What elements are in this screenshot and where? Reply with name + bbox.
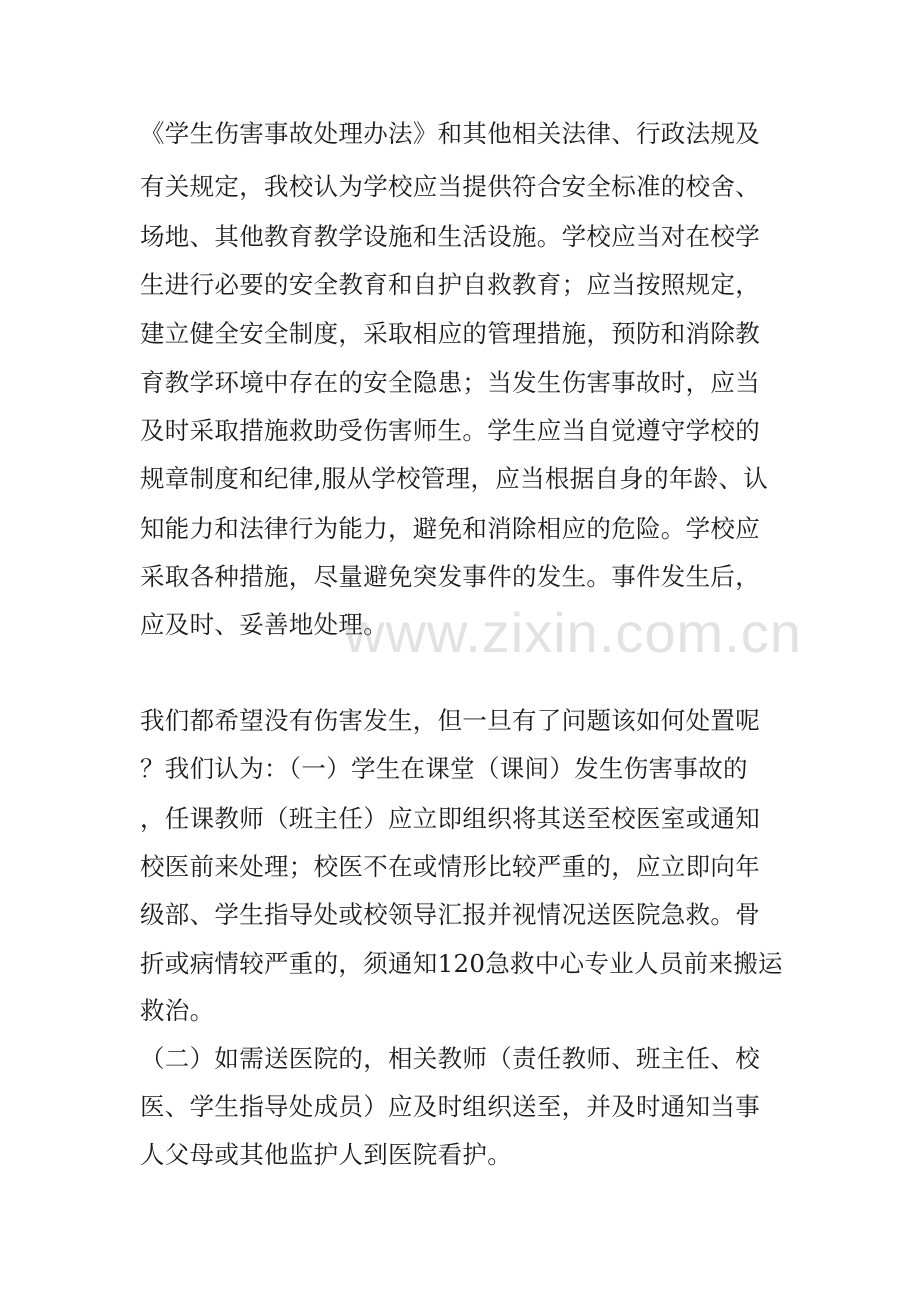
text-line: 人父母或其他监护人到医院看护。	[140, 1140, 512, 1169]
text-line: 折或病情较严重的，须通知120急救中心专业人员前来搬运	[140, 949, 783, 978]
text-line: 及时采取措施救助受伤害师生。学生应当自觉遵守学校的	[140, 416, 760, 445]
text-line: 育教学环境中存在的安全隐患；当发生伤害事故时，应当	[140, 368, 760, 397]
watermark: www.zixin.com.cn	[344, 601, 802, 664]
text-line: ，任课教师（班主任）应立即组织将其送至校医室或通知	[140, 804, 760, 833]
text-line: 采取各种措施，尽量避免突发事件的发生。事件发生后，	[140, 562, 760, 591]
text-line: 医、学生指导处成员）应及时组织送至，并及时通知当事	[140, 1092, 760, 1121]
text-line: 级部、学生指导处或校领导汇报并视情况送医院急救。骨	[140, 900, 760, 929]
text-line: 我们都希望没有伤害发生，但一旦有了问题该如何处置呢	[140, 706, 760, 735]
text-line: 场地、其他教育教学设施和生活设施。学校应当对在校学	[140, 222, 760, 251]
text-line: 知能力和法律行为能力，避免和消除相应的危险。学校应	[140, 514, 760, 543]
text-line: （二）如需送医院的，相关教师（责任教师、班主任、校	[140, 1044, 760, 1073]
text-line: 有关规定，我校认为学校应当提供符合安全标准的校舍、	[140, 172, 760, 201]
text-line: 救治。	[140, 996, 215, 1025]
text-line: 《学生伤害事故处理办法》和其他相关法律、行政法规及	[140, 119, 760, 148]
text-line: ？我们认为：（一）学生在课堂（课间）发生伤害事故的	[140, 754, 748, 783]
text-line: 应及时、妥善地处理。	[140, 610, 388, 639]
text-line: 建立健全安全制度，采取相应的管理措施，预防和消除教	[140, 319, 760, 348]
text-line: 校医前来处理；校医不在或情形比较严重的，应立即向年	[140, 852, 760, 881]
text-line: 生进行必要的安全教育和自护自救教育；应当按照规定，	[140, 270, 760, 299]
text-line: 规章制度和纪律,服从学校管理，应当根据自身的年龄、认	[140, 464, 769, 493]
